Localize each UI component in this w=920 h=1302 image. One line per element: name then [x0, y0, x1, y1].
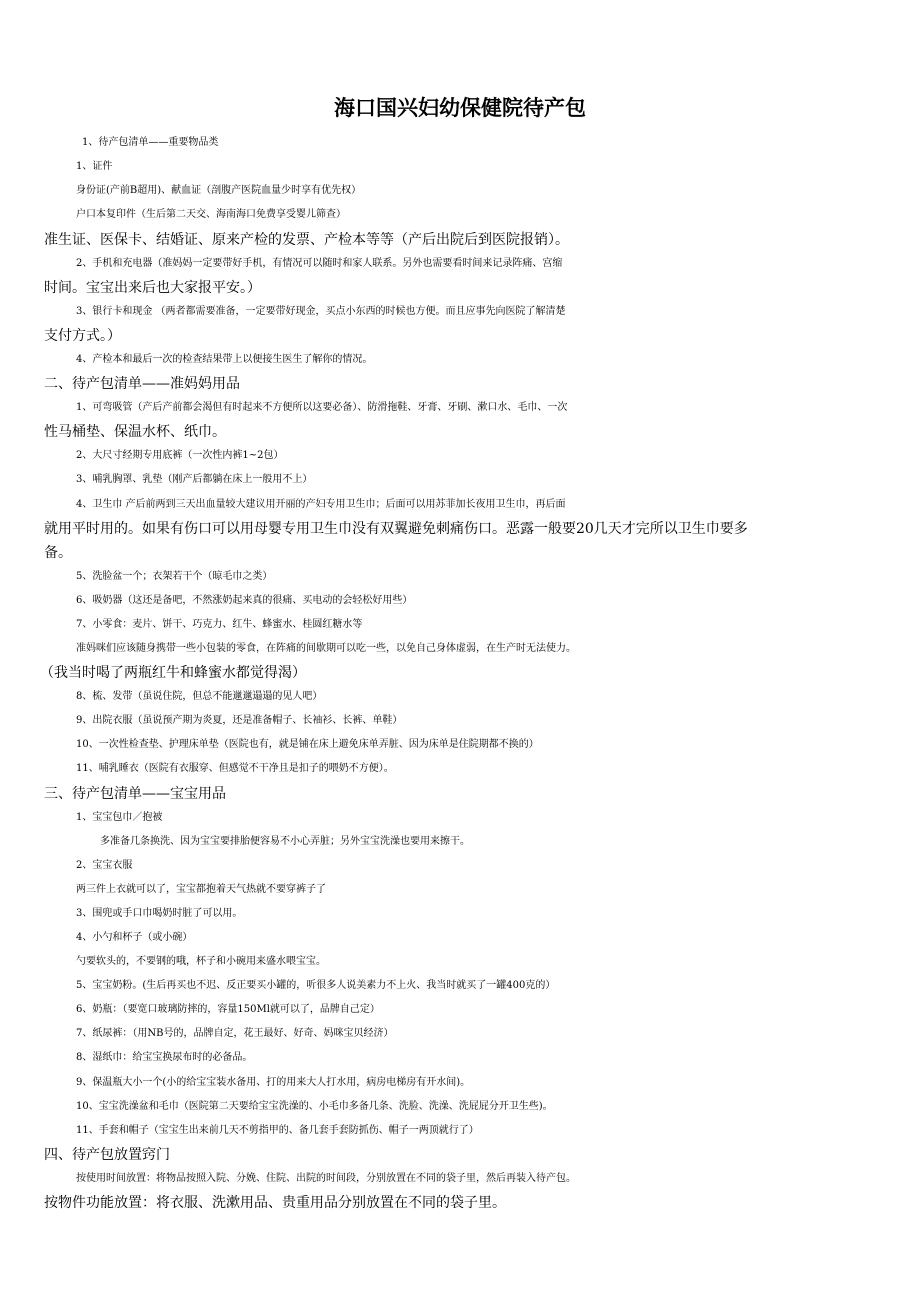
baby-item-3: 3、围兜或手口巾喝奶时脏了可以用。: [76, 908, 243, 919]
document-title: 海口国兴妇幼保健院待产包: [334, 95, 586, 120]
item-phone-charger: 2、手机和充电器（准妈妈一定要带好手机，有情况可以随时和家人联系。另外也需要看时间来记录阵痛、宫缩: [76, 258, 563, 269]
baby-item-9: 9、保温瓶大小一个(小的给宝宝装水备用、打的用来大人打水用，病房电梯房有开水间)。: [76, 1077, 471, 1088]
item-bank-card-cash: 3、银行卡和现金 （两者都需要准备，一定要带好现金，买点小东西的时候也方便。而且应事先向医院了解清楚: [76, 306, 566, 317]
baby-item-6: 6、奶瓶：（要宽口玻璃防摔的，容量150Ml就可以了，品牌自己定）: [76, 1004, 380, 1015]
text-line: 就用平时用的。如果有伤口可以用母婴专用卫生巾没有双翼避免刺痛伤口。恶露一般要20几天才完所以卫生巾要多: [44, 521, 748, 537]
mother-item-10: 10、一次性检查垫、护理床单垫（医院也有，就是铺在床上避免床单弄脏、因为床单是住院期都不换的）: [76, 739, 539, 750]
text-line: 勺要软头的，不要钢的哦，杯子和小碗用来盛水喂宝宝。: [76, 956, 326, 967]
text-line: （我当时喝了两瓶红牛和蜂蜜水都觉得渴）: [40, 665, 306, 681]
item-documents: 1、证件: [76, 161, 113, 172]
mother-item-9: 9、出院衣服（虽说预产期为炎夏，还是准备帽子、长袖衫、长裤、单鞋）: [76, 715, 403, 726]
section-3-heading: 三、待产包清单——宝宝用品: [44, 786, 226, 802]
text-line: 准生证、医保卡、结婚证、原来产检的发票、产检本等等（产后出院后到医院报销）。: [44, 232, 569, 248]
mother-item-1: 1、可弯吸管（产后产前都会渴但有时起来不方便所以这要必备）、防滑拖鞋、牙膏、牙刷、漱口水、毛巾、一次: [76, 402, 568, 413]
text-line: 多准备几条换洗、因为宝宝要排胎便容易不小心弄脏；另外宝宝洗澡也要用来擦干。: [100, 836, 470, 847]
text-line: 支付方式。）: [44, 328, 121, 344]
mother-item-11: 11、哺乳睡衣（医院有衣服穿、但感觉不干净且是扣子的喂奶不方便）。: [76, 763, 394, 774]
baby-item-11: 11、手套和帽子（宝宝生出来前几天不剪指甲的、备几套手套防抓伤、帽子一两顶就行了）: [76, 1125, 479, 1136]
baby-item-8: 8、湿纸巾：给宝宝换尿布时的必备品。: [76, 1052, 253, 1063]
mother-item-6: 6、吸奶器（这还是备吧，不然涨奶起来真的很痛、买电动的会轻松好用些）: [76, 595, 413, 606]
baby-item-2: 2、宝宝衣服: [76, 860, 133, 871]
mother-item-8: 8、梳、发带（虽说住院，但总不能邋邋遢遢的见人吧）: [76, 691, 323, 702]
text-line: 身份证(产前B超用)、献血证（剖腹产医院血量少时享有优先权）: [76, 185, 362, 196]
baby-item-5: 5、宝宝奶粉。(生后再买也不迟、反正要买小罐的，听很多人说美素力不上火、我当时就买了一罐400克的）: [76, 980, 556, 991]
text-line: 性马桶垫、保温水杯、纸巾。: [44, 424, 226, 440]
text-line: 备。: [44, 545, 72, 561]
mother-item-4: 4、卫生巾 产后前两到三天出血量较大建议用开丽的产妇专用卫生巾；后面可以用苏菲加长夜用卫生巾，再后面: [76, 499, 566, 510]
baby-item-10: 10、宝宝洗澡盆和毛巾（医院第二天要给宝宝洗澡的、小毛巾多备几条、洗脸、洗澡、洗屁屁分开卫生些)。: [76, 1101, 553, 1112]
mother-item-7: 7、小零食：麦片、饼干、巧克力、红牛、蜂蜜水、桂圆红糖水等: [76, 619, 363, 630]
baby-item-4: 4、小勺和杯子（或小碗）: [76, 932, 193, 943]
mother-item-5: 5、洗脸盆一个；衣架若干个（晾毛巾之类）: [76, 571, 273, 582]
section-4-heading: 四、待产包放置窍门: [44, 1147, 170, 1163]
baby-item-1: 1、宝宝包巾／抱被: [76, 812, 163, 823]
section-2-heading: 二、待产包清单——准妈妈用品: [44, 376, 240, 392]
text-line: 按物件功能放置：将衣服、洗漱用品、贵重用品分别放置在不同的袋子里。: [44, 1195, 506, 1211]
text-line: 按使用时间放置：将物品按照入院、分娩、住院、出院的时间段，分别放置在不同的袋子里，然后再装入待产包。: [76, 1173, 576, 1184]
text-line: 两三件上衣就可以了，宝宝都抱着天气热就不要穿裤子了: [76, 884, 326, 895]
section-1-heading: 1、待产包清单——重要物品类: [82, 137, 219, 148]
text-line: 准妈咪们应该随身携带一些小包装的零食，在阵痛的间歇期可以吃一些，以免自己身体虚弱，在生产时无法使力。: [76, 643, 576, 654]
mother-item-3: 3、哺乳胸罩、乳垫（刚产后都躺在床上一般用不上）: [76, 474, 313, 485]
text-line: 户口本复印件（生后第二天交、海南海口免费享受婴儿筛查）: [76, 209, 346, 220]
item-checkup-book: 4、产检本和最后一次的检查结果带上以便接生医生了解你的情况。: [76, 354, 373, 365]
text-line: 时间。宝宝出来后也大家报平安。）: [44, 280, 261, 296]
mother-item-2: 2、大尺寸经期专用底裤（一次性内裤1~2包）: [76, 450, 284, 461]
baby-item-7: 7、纸尿裤：（用NB号的，品牌自定，花王最好、好奇、妈咪宝贝经济）: [76, 1028, 394, 1039]
